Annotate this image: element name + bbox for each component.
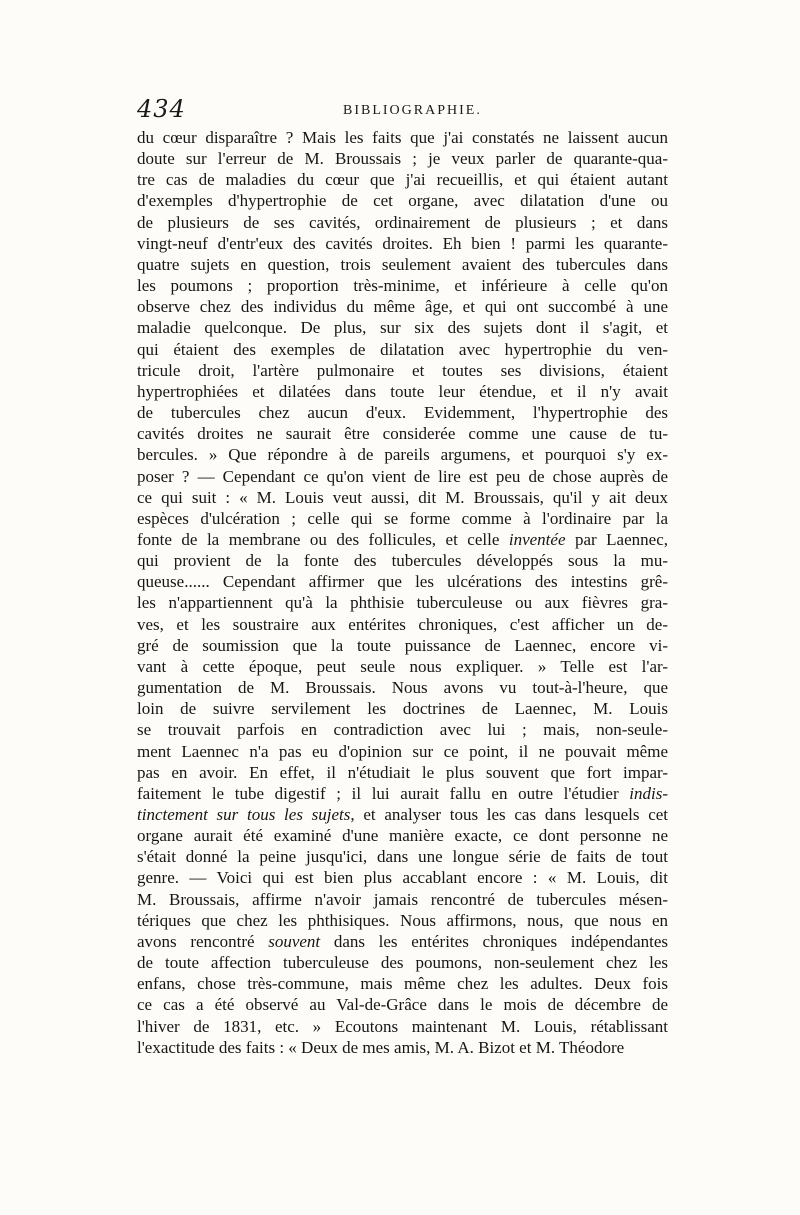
text-line: organe aurait été examiné d'une manière exacte, ce dont personne ne bbox=[137, 826, 668, 846]
text-fragment: dans les entérites chroniques indépendantes bbox=[320, 931, 668, 951]
text-line: bercules. » Que répondre à de pareils argumens, et pourquoi s'y ex- bbox=[137, 445, 668, 465]
text-line: hypertrophiées et dilatées dans toute leur étendue, et il n'y avait bbox=[137, 381, 668, 401]
text-line: s'était donné la peine jusqu'ici, dans une longue série de faits de tout bbox=[137, 847, 668, 867]
page-number: 434 bbox=[137, 95, 186, 123]
text-line-italic-19 bbox=[137, 529, 668, 550]
text-line: queuse...... Cependant affirmer que les ulcérations des intestins grê- bbox=[137, 572, 668, 592]
text-line: d'exemples d'hypertrophie de cet organe, avec dilatation d'une ou bbox=[137, 191, 668, 211]
text-line: observe chez des individus du même âge, et qui ont succombé à une bbox=[137, 297, 668, 317]
text-line-italic-31 bbox=[137, 783, 668, 804]
text-fragment: fonte de la membrane ou des follicules, et celle bbox=[137, 529, 509, 549]
text-line: vant à cette époque, peut seule nous expliquer. » Telle est l'ar- bbox=[137, 656, 668, 676]
text-line: gré de soumission que la toute puissance de Laennec, encore vi- bbox=[137, 635, 668, 655]
text-line: M. Broussais, affirme n'avoir jamais rencontré de tubercules mésen- bbox=[137, 889, 668, 909]
italic-term: tinctement sur tous les sujets bbox=[137, 805, 351, 824]
text-line: enfans, chose très-commune, mais même chez les adultes. Deux fois bbox=[137, 974, 668, 994]
text-line: tériques que chez les phthisiques. Nous affirmons, nous, que nous en bbox=[137, 910, 668, 930]
text-fragment: avons rencontré bbox=[137, 931, 269, 951]
text-line: l'hiver de 1831, etc. » Ecoutons maintenant M. Louis, rétablissant bbox=[137, 1016, 668, 1036]
text-fragment: , et analyser tous les cas dans lesquels cet bbox=[350, 805, 668, 824]
text-fragment: par Laennec, bbox=[565, 529, 668, 549]
text-line: les poumons ; proportion très-minime, et inférieure à celle qu'on bbox=[137, 276, 668, 296]
italic-term: inventée bbox=[508, 529, 566, 549]
text-line: tre cas de maladies du cœur que j'ai recueillis, et qui étaient autant bbox=[137, 170, 668, 190]
text-line: ves, et les soustraire aux entérites chroniques, c'est afficher un de- bbox=[137, 614, 668, 634]
text-line: de tubercules chez aucun d'eux. Evidemment, l'hypertrophie des bbox=[137, 403, 668, 423]
text-line: genre. — Voici qui est bien plus accablant encore : « M. Louis, dit bbox=[137, 868, 668, 888]
text-line: ment Laennec n'a pas eu d'opinion sur ce point, il ne pouvait même bbox=[137, 741, 668, 761]
text-line: poser ? — Cependant ce qu'on vient de lire est peu de chose auprès de bbox=[137, 466, 668, 486]
text-line: du cœur disparaître ? Mais les faits que j'ai constatés ne laissent aucun bbox=[137, 128, 668, 147]
text-line: espèces d'ulcération ; celle qui se forme comme à l'ordinaire par la bbox=[137, 508, 668, 528]
text-line: de plusieurs de ses cavités, ordinairement de plusieurs ; et dans bbox=[137, 212, 668, 232]
text-line: loin de suivre servilement les doctrines de Laennec, M. Louis bbox=[137, 699, 668, 719]
text-line: qui provient de la fonte des tubercules développés sous la mu- bbox=[137, 551, 668, 571]
text-line: quatre sujets en question, trois seulement avaient des tubercules dans bbox=[137, 254, 668, 274]
text-line: vingt-neuf d'entr'eux des cavités droites. Eh bien ! parmi les quarante- bbox=[137, 233, 668, 253]
text-line: ce qui suit : « M. Louis veut aussi, dit M. Broussais, qu'il y ait deux bbox=[137, 487, 668, 507]
text-line: qui étaient des exemples de dilatation avec hypertrophie du ven- bbox=[137, 339, 668, 359]
italic-term: indis- bbox=[629, 783, 668, 803]
text-line: gumentation de M. Broussais. Nous avons vu tout-à-l'heure, que bbox=[137, 678, 668, 698]
text-line: cavités droites ne saurait être considerée comme une cause de tu- bbox=[137, 424, 668, 444]
text-line: l'exactitude des faits : « Deux de mes amis, M. A. Bizot et M. Théodore bbox=[137, 1037, 625, 1057]
text-line: doute sur l'erreur de M. Broussais ; je veux parler de quarante-qua- bbox=[137, 149, 668, 169]
text-line-italic-38 bbox=[137, 931, 668, 952]
text-line: de toute affection tuberculeuse des poumons, non-seulement chez les bbox=[137, 953, 668, 973]
text-line: maladie quelconque. De plus, sur six des sujets dont il s'agit, et bbox=[137, 318, 668, 338]
text-fragment: faitement le tube digestif ; il lui aurait fallu en outre l'étudier bbox=[137, 783, 630, 803]
text-line-italic-32 bbox=[137, 804, 668, 825]
running-head: BIBLIOGRAPHIE. bbox=[343, 103, 482, 118]
text-line: se trouvait parfois en contradiction avec lui ; mais, non-seule- bbox=[137, 720, 668, 740]
text-line: ce cas a été observé au Val-de-Grâce dans le mois de décembre de bbox=[137, 995, 668, 1015]
italic-term: souvent bbox=[268, 931, 321, 951]
text-line: pas en avoir. En effet, il n'étudiait le plus souvent que fort impar- bbox=[137, 762, 668, 782]
body-text bbox=[137, 127, 668, 1058]
text-line: tricule droit, l'artère pulmonaire et toutes ses divisions, étaient bbox=[137, 360, 668, 380]
page-header bbox=[137, 95, 667, 125]
text-line: les n'appartiennent qu'à la phthisie tuberculeuse ou aux fièvres gra- bbox=[137, 593, 668, 613]
